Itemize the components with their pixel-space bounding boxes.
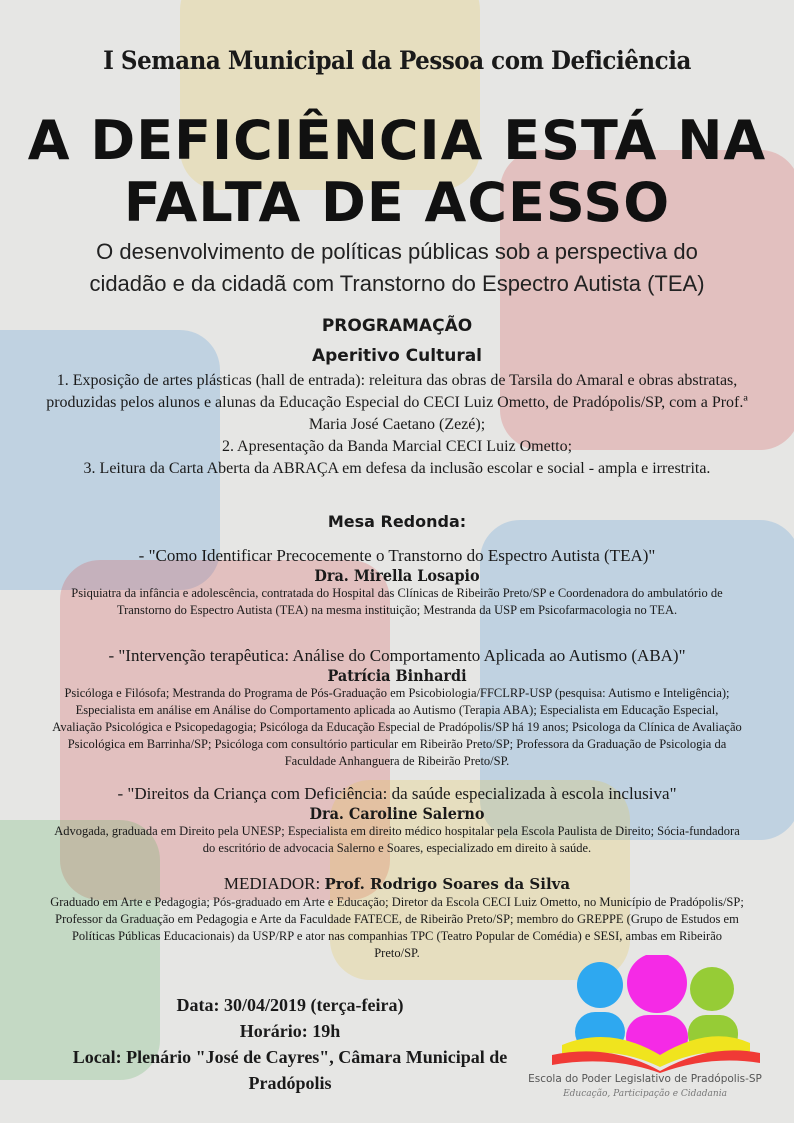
speaker-bio: Advogada, graduada em Direito pela UNESP; Especialista em direito médico hospitalar pela Escola Paulista de Direito; Sócia-fundadora do escritório de advocacia Salerno e Soares, especializado em direito à saúde. xyxy=(54,824,740,855)
aperitivo-heading: Aperitivo Cultural xyxy=(311,346,483,366)
mesa-heading: Mesa Redonda: xyxy=(327,512,467,531)
talk-title: - "Como Identificar Precocemente o Transtorno do Espectro Autista (TEA)" xyxy=(138,546,656,565)
speaker-name: Dra. Caroline Salerno xyxy=(309,804,485,823)
event-info xyxy=(60,992,520,1096)
list-item: 2. Apresentação da Banda Marcial CECI Luiz Ometto; xyxy=(221,438,573,455)
mediador xyxy=(0,874,794,962)
speaker-name: Dra. Mirella Losapio xyxy=(314,566,480,585)
logo-tagline: Educação, Participação e Cidadania xyxy=(563,1089,727,1099)
speaker-bio: Psicóloga e Filósofa; Mestranda do Programa de Pós-Graduação em Psicobiologia/FFCLRP-USP (pesquisa: Autismo e Inteligência); Especialista em análise em Análise do Comportamento aplicada ao Autismo (Terapia ABA); Especialista em Educação Especial, Avaliação Psicológica e Psicopedagogia; Psicóloga da Educação Especial de Pradópolis/SP há 19 anos; Psicologa da Clínica de Avaliação Psicológica em Barrinha/SP; Psicóloga com consultório particular em Ribeirão Preto/SP; Professora da Graduação de Psicologia da Faculdade Anhanguera de Ribeirão Preto/SP. xyxy=(52,686,742,768)
speaker-name: Patrícia Binhardi xyxy=(327,666,467,685)
event-date: Data: 30/04/2019 (terça-feira) xyxy=(176,995,404,1015)
talk-title: - "Intervenção terapêutica: Análise do Comportamento Aplicada ao Autismo (ABA)" xyxy=(108,646,686,665)
logo-figures-icon xyxy=(520,955,770,1073)
mediador-label: MEDIADOR: xyxy=(223,874,325,893)
list-item: 1. Exposição de artes plásticas (hall de entrada): releitura das obras de Tarsila do Amaral e obras abstratas, produzidas pelos alunos e alunas da Educação Especial do CECI Luiz Ometto, de Pradópolis/SP, com a Prof.ª Maria José Caetano (Zezé); xyxy=(46,372,748,433)
subtitle-line: cidadão e da cidadã com Transtorno do Espectro Autista (TEA) xyxy=(89,271,705,296)
talk-title: - "Direitos da Criança com Deficiência: da saúde especializada à escola inclusiva" xyxy=(117,784,677,803)
mediador-bio: Graduado em Arte e Pedagogia; Pós-graduado em Arte e Educação; Diretor da Escola CECI Luiz Ometto, no Município de Pradópolis/SP; Professor da Graduação em Pedagogia e Arte da Faculdade FATECE, de Ribeirão Preto/SP; membro do GREPPE (Grupo de Estudos em Políticas Públicas Educacionais) da USP/RP e ator nas companhias TPC (Teatro Popular de Comédia) e SESI, ambas em Ribeirão Preto/SP. xyxy=(50,895,744,960)
talk xyxy=(0,784,794,857)
aperitivo-list xyxy=(0,370,794,480)
logo-name: Escola do Poder Legislativo de Pradópolis-SP xyxy=(528,1073,762,1085)
talk xyxy=(0,646,794,770)
talk xyxy=(0,546,794,619)
event-place: Local: Plenário "José de Cayres", Câmara Municipal de Pradópolis xyxy=(72,1047,508,1093)
mediador-name: Prof. Rodrigo Soares da Silva xyxy=(324,875,571,893)
headline-line: FALTA DE ACESSO xyxy=(123,171,671,234)
programacao-heading: PROGRAMAÇÃO xyxy=(321,316,473,336)
event-title: I Semana Municipal da Pessoa com Deficiência xyxy=(103,46,691,75)
subtitle xyxy=(0,236,794,300)
school-logo xyxy=(520,955,770,1105)
subtitle-line: O desenvolvimento de políticas públicas sob a perspectiva do xyxy=(96,239,698,264)
event-time: Horário: 19h xyxy=(239,1021,341,1041)
list-item: 3. Leitura da Carta Aberta da ABRAÇA em defesa da inclusão escolar e social - ampla e irrestrita. xyxy=(83,460,711,477)
headline-line: A DEFICIÊNCIA ESTÁ NA xyxy=(27,109,767,172)
headline xyxy=(0,110,794,234)
speaker-bio: Psiquiatra da infância e adolescência, contratada do Hospital das Clínicas de Ribeirão Preto/SP e Coordenadora do ambulatório de Transtorno do Espectro Autista (TEA) na mesma instituição; Mestranda da USP em Psicofarmacologia no TEA. xyxy=(71,586,723,617)
